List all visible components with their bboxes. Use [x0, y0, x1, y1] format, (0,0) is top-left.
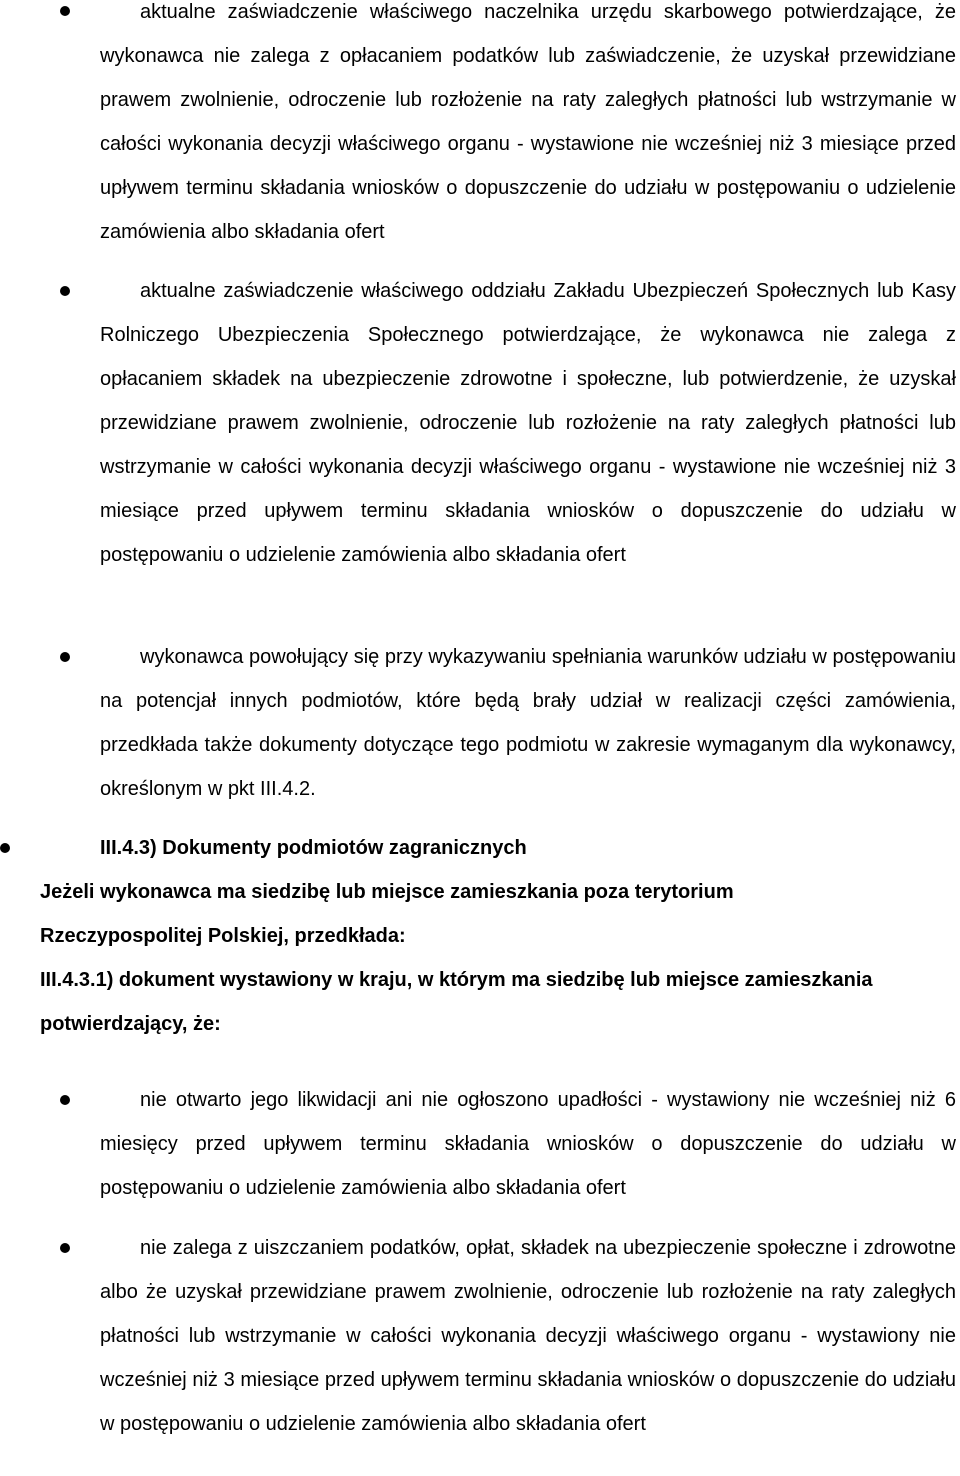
list-item-text: nie otwarto jego likwidacji ani nie ogłoszono upadłości - wystawiony nie wcześniej niż 6 miesięcy przed upływem terminu składania wniosków o dopuszczenie do udziału w postępowaniu o udzielenie zamówienia albo składania ofert [100, 1089, 956, 1199]
list-item [100, 269, 956, 577]
bullet-dot [60, 1095, 70, 1105]
list-item-text: nie zalega z uiszczaniem podatków, opłat, składek na ubezpieczenie społeczne i zdrowotne albo że uzyskał przewidziane prawem zwolnienie, odroczenie lub rozłożenie na raty zaległych płatności lub wstrzymanie w całości wykonania decyzji właściwego organu - wystawiony nie wcześniej niż 3 miesiące przed upływem terminu składania wniosków o dopuszczenie do udziału w postępowaniu o udzielenie zamówienia albo składania ofert [100, 1237, 956, 1435]
section-heading-text: III.4.3) Dokumenty podmiotów zagranicznych [100, 837, 527, 859]
sub-paragraph [40, 958, 956, 1046]
list-item [100, 0, 956, 254]
intro-paragraph-text: Jeżeli wykonawca ma siedzibę lub miejsce zamieszkania poza terytorium Rzeczypospolitej Polskiej, przedkłada: [40, 881, 734, 947]
list-item-text: wykonawca powołujący się przy wykazywaniu spełniania warunków udziału w postępowaniu na potencjał innych podmiotów, które będą brały udział w realizacji części zamówienia, przedkłada także dokumenty dotyczące tego podmiotu w zakresie wymaganym dla wykonawcy, określonym w pkt III.4.2. [100, 646, 956, 800]
sub-paragraph-text: III.4.3.1) dokument wystawiony w kraju, w którym ma siedzibę lub miejsce zamieszkania potwierdzający, że: [40, 969, 873, 1035]
bullet-dot [60, 6, 70, 16]
intro-paragraph [40, 870, 840, 958]
section-heading [100, 826, 527, 870]
list-item [100, 635, 956, 811]
bullet-dot [0, 843, 10, 853]
list-item-text: aktualne zaświadczenie właściwego naczelnika urzędu skarbowego potwierdzające, że wykonawca nie zalega z opłacaniem podatków lub zaświadczenie, że uzyskał przewidziane prawem zwolnienie, odroczenie lub rozłożenie na raty zaległych płatności lub wstrzymanie w całości wykonania decyzji właściwego organu - wystawione nie wcześniej niż 3 miesiące przed upływem terminu składania wniosków o dopuszczenie do udziału w postępowaniu o udzielenie zamówienia albo składania ofert [100, 1, 956, 243]
bullet-dot [60, 286, 70, 296]
list-item [100, 1078, 956, 1210]
list-item [100, 1226, 956, 1446]
list-item-text: aktualne zaświadczenie właściwego oddziału Zakładu Ubezpieczeń Społecznych lub Kasy Rolniczego Ubezpieczenia Społecznego potwierdzające, że wykonawca nie zalega z opłacaniem składek na ubezpieczenie zdrowotne i społeczne, lub potwierdzenie, że uzyskał przewidziane prawem zwolnienie, odroczenie lub rozłożenie na raty zaległych płatności lub wstrzymanie w całości wykonania decyzji właściwego organu - wystawione nie wcześniej niż 3 miesiące przed upływem terminu składania wniosków o dopuszczenie do udziału w postępowaniu o udzielenie zamówienia albo składania ofert [100, 280, 956, 566]
bullet-dot [60, 1243, 70, 1253]
bullet-dot [60, 652, 70, 662]
